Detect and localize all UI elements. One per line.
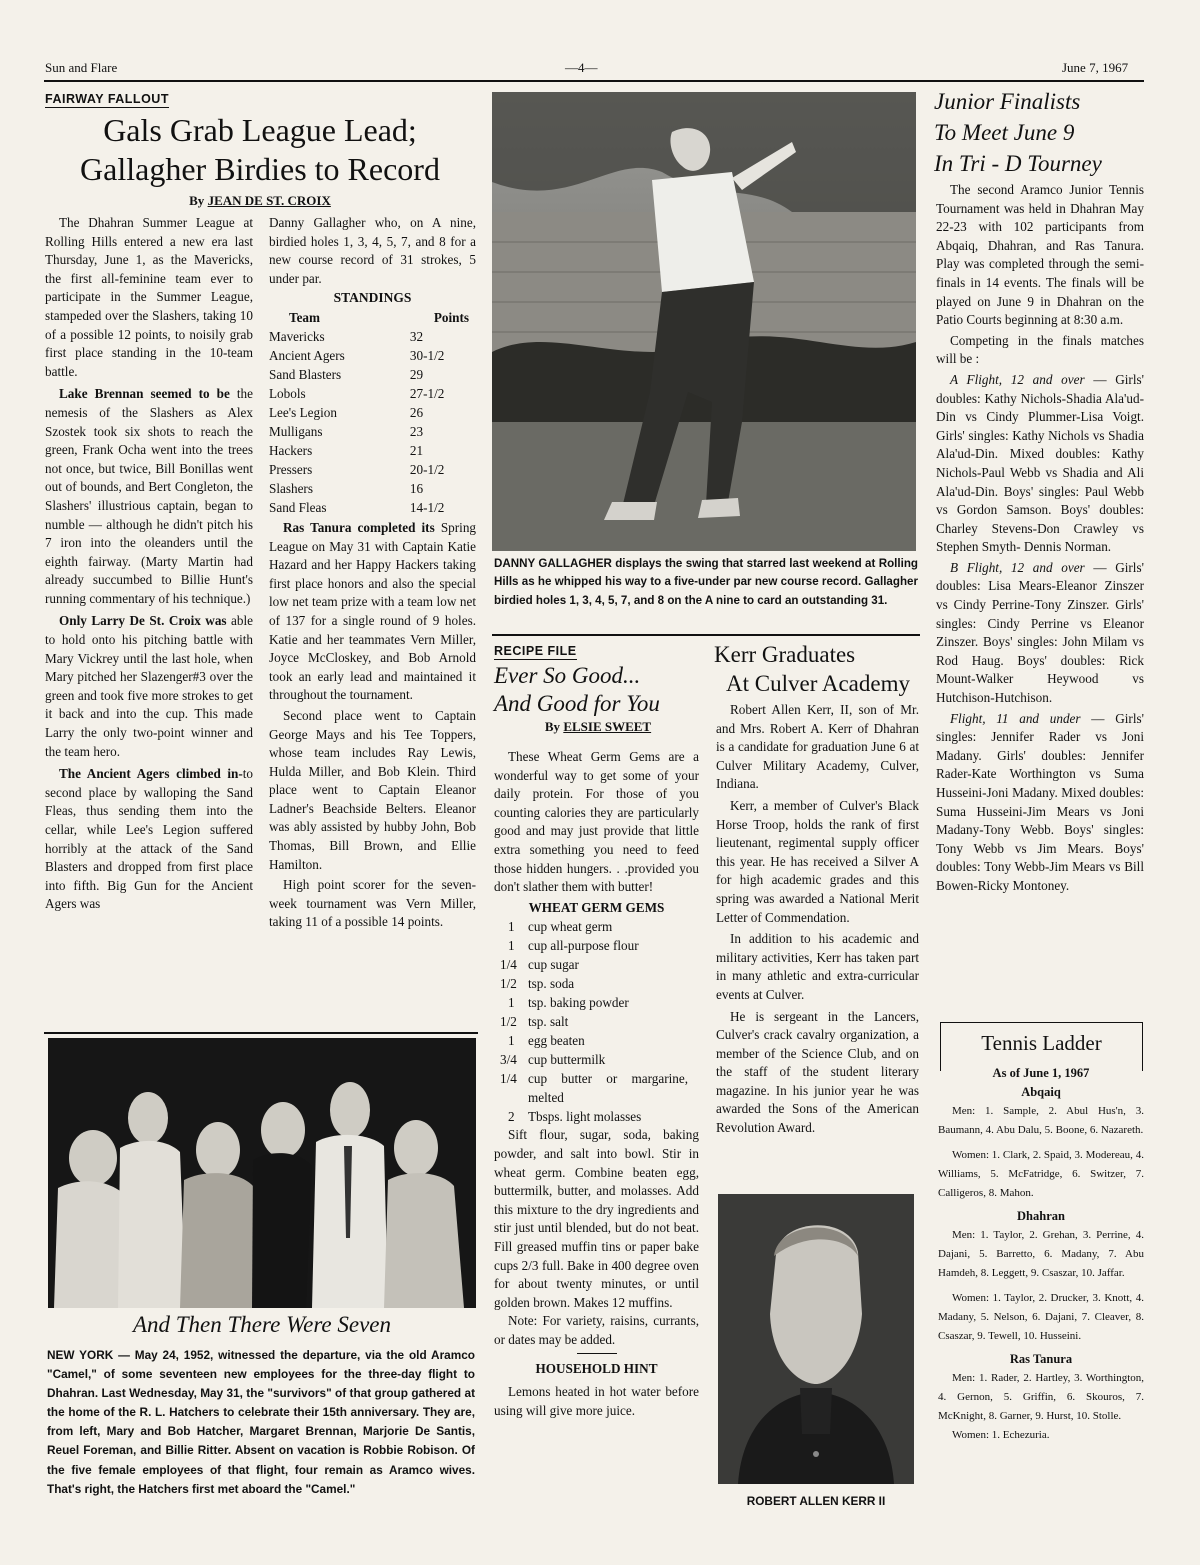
golf-para-body: the nemesis of the Slashers as Alex Szostek took six shots to reach the green, Frank Ocha went into the trees not once, but twice, Bill Bonillas went out of bounds, and Bert Congleton, the Slashers' illustrious captain, began to numble — although he didn't pitch his 7 iron into the oleanders until the eighth fairway. (Marty Martin had already succumbed to Billie Hunt's running commentary of his technique.) <box>45 386 253 606</box>
ingredient-item <box>508 1107 699 1126</box>
ingredient-item <box>508 1031 699 1050</box>
recipe-intro: These Wheat Germ Gems are a wonderful way to get some of your daily protein. For those of you counting calories they are particularly good and may just provide that little extra something you need to feed those hidden hungers. . .provided you don't slather them with butter! <box>494 749 699 895</box>
standings-header-points: Points <box>433 309 469 325</box>
kerr-headline <box>714 640 922 698</box>
golfer-caption-rule <box>492 634 920 636</box>
golfer-photo <box>492 92 916 551</box>
standings-row <box>269 498 469 517</box>
masthead-date: June 7, 1967 <box>1062 60 1129 75</box>
ladder-men: Men: 1. Taylor, 2. Grehan, 3. Perrine, 4. Dajani, 5. Barretto, 6. Madany, 7. Abu Hamdeh, 8. Leggett, 9. Csaszar, 10. Jaffar. <box>938 1229 1144 1279</box>
ingredient-name: egg beaten <box>528 1033 585 1049</box>
ladder-women: Women: 1. Echezuria. <box>952 1429 1050 1441</box>
ladder-men: Men: 1. Rader, 2. Hartley, 3. Worthington, 4. Gernon, 5. Griffin, 6. Skouros, 7. McKnight, 8. Garner, 9. Hurst, 10. Stolle. <box>938 1372 1144 1422</box>
ingredient-qty: 3/4 <box>500 1052 517 1068</box>
recipe-byline <box>494 719 702 735</box>
standings-row <box>269 384 469 403</box>
golf-para: Second place went to Captain George Mays and his Tee Toppers, whose team includes Ray Lewis, Hulda Miller, and Bob Klein. Third place went to Captain Eleanor Ladner's Beachside Belters. Eleanor was ably assisted by hubby John, Bob Thomas, Bill Brown, and Ellie Hamilton. <box>269 707 476 872</box>
junior-flight <box>936 559 1144 708</box>
kerr-body <box>716 701 919 1138</box>
standings-team: Hackers <box>269 442 313 458</box>
recipe-list-title: WHEAT GERM GEMS <box>528 899 665 915</box>
kerr-photo-caption: ROBERT ALLEN KERR II <box>746 1494 886 1508</box>
junior-flight-label: B Flight, 12 and over <box>950 559 1085 575</box>
ingredient-name: tsp. salt <box>528 1014 569 1030</box>
junior-headline-line3: In Tri - D Tourney <box>934 151 1102 176</box>
ingredient-item <box>508 936 699 955</box>
ingredient-name: Tbsps. light molasses <box>528 1109 642 1125</box>
golf-para-lead: Ras Tanura completed its <box>283 519 435 535</box>
ladder-section-abqaiq: Abqaiq <box>1021 1085 1061 1099</box>
ingredient-qty: 1/2 <box>500 1014 517 1030</box>
golf-byline <box>45 193 475 209</box>
standings-points: 23 <box>409 423 424 439</box>
ingredient-name: tsp. soda <box>528 976 575 992</box>
ingredient-name: cup buttermilk <box>528 1052 606 1068</box>
ladder-section-dhahran: Dhahran <box>1017 1209 1065 1223</box>
junior-headline <box>934 86 1144 179</box>
standings-team: Sand Blasters <box>269 366 342 382</box>
golf-byline-by: By <box>189 193 205 208</box>
junior-flight-text: — Girls' doubles: Lisa Mears-Eleanor Zinszer vs Cindy Perrine-Tony Zinszer. Girls' singles: Cindy Perrine vs Eleanor Zinszer. Boys' singles: John Milam vs Rod Haug. Boys' doubles: Rick Mount-Walker Heywood vs Hutchison-Hutchison. <box>936 559 1144 706</box>
standings-row <box>269 346 469 365</box>
standings-row <box>269 327 469 346</box>
ingredient-qty: 1 <box>508 919 515 935</box>
masthead-page: —4— <box>565 60 598 75</box>
junior-flight-text: — Girls' singles: Jennifer Rader vs Joni Madany. Girls' doubles: Jennifer Rader-Kate Worthington vs Suma Husseini-Joni Madany. Mixed doubles: Suma Husseini-Jim Mears vs Joni Madany-Tony Webb. Boys' singles: Tony Webb vs Jim Mears. Boys' doubles: Tony Webb-Jim Mears vs Bill Bowen-Ricky Montoney. <box>936 710 1144 893</box>
golfer-photo-image <box>492 92 916 551</box>
ingredient-item <box>500 955 699 974</box>
golf-para <box>269 519 476 705</box>
ingredient-qty: 1/4 <box>500 957 517 973</box>
ladder-title: Tennis Ladder <box>981 1031 1102 1055</box>
golf-para-lead: Lake Brennan seemed to be <box>59 386 230 402</box>
standings-title: STANDINGS <box>333 290 412 306</box>
junior-headline-line2: To Meet June 9 <box>934 120 1075 145</box>
ingredient-qty: 1/4 <box>500 1071 517 1087</box>
junior-headline-line1: Junior Finalists <box>934 89 1081 114</box>
ladder-body <box>938 1064 1144 1445</box>
kerr-para: Robert Allen Kerr, II, son of Mr. and Mrs. Robert A. Kerr of Dhahran is a candidate for graduation June 6 at Culver Military Academy, Culver, Indiana. <box>716 702 919 792</box>
golf-headline <box>45 111 475 189</box>
kerr-para: In addition to his academic and military activities, Kerr has taken part in many athletic and extra-curricular events at Culver. <box>716 931 919 1002</box>
standings-row <box>269 422 469 441</box>
ingredient-name: cup all-purpose flour <box>528 938 639 954</box>
ladder-section-ras-tanura: Ras Tanura <box>1009 1352 1073 1366</box>
standings-team: Sand Fleas <box>269 499 327 515</box>
standings-row <box>269 460 469 479</box>
golfer-photo-caption: DANNY GALLAGHER displays the swing that starred last weekend at Rolling Hills as he whipped his way to a five-under par new course record. Gallagher birdied holes 1, 3, 4, 5, 7, and 8 on the A nine to card an outstanding 31. <box>494 557 918 607</box>
seven-title: And Then There Were Seven <box>132 1312 392 1337</box>
junior-flight-label: A Flight, 12 and over <box>950 371 1085 387</box>
seven-photo-image <box>48 1038 476 1308</box>
ingredient-item <box>500 1069 699 1107</box>
golf-para <box>45 385 253 608</box>
ladder-men: Men: 1. Sample, 2. Abul Hus'n, 3. Baumann, 4. Abu Dalu, 5. Boone, 6. Nazareth. <box>938 1105 1144 1136</box>
golf-para <box>45 765 253 914</box>
ingredient-qty: 1 <box>508 1033 515 1049</box>
household-hint-text: Lemons heated in hot water before using will give more juice. <box>494 1384 699 1418</box>
golf-bottom-rule <box>44 1032 478 1034</box>
junior-flight <box>936 371 1144 557</box>
golf-column-1 <box>45 214 253 914</box>
recipe-byline-name: ELSIE SWEET <box>563 719 652 734</box>
golf-headline-line1: Gals Grab League Lead; <box>103 112 417 148</box>
standings-points: 32 <box>409 328 424 344</box>
ingredient-name: tsp. baking powder <box>528 995 629 1011</box>
ingredient-qty: 1 <box>508 995 515 1011</box>
standings-team: Lobols <box>269 385 306 401</box>
standings-header-team: Team <box>289 309 321 325</box>
kerr-headline-line1: Kerr Graduates <box>714 642 856 667</box>
golf-para <box>45 612 253 761</box>
standings-team: Lee's Legion <box>269 404 337 420</box>
junior-flight-label: Flight, 11 and under <box>950 710 1081 726</box>
junior-para: The second Aramco Junior Tennis Tournament was held in Dhahran May 22-23 with 102 participants from Abqaiq, Dhahran, and Ras Tanura. Play was completed through the semi-finals in 14 events. The finals will be played on June 9 in Dhahran on the Patio Courts beginning at 8:30 a.m. <box>936 182 1144 328</box>
golf-para: High point scorer for the seven-week tournament was Vern Miller, taking 11 of a possible 14 points. <box>269 877 476 930</box>
standings-team: Slashers <box>269 480 313 496</box>
standings-points: 27-1/2 <box>409 385 445 401</box>
ingredient-item <box>500 974 699 993</box>
standings-team: Pressers <box>269 461 313 477</box>
ingredient-qty: 1/2 <box>500 976 517 992</box>
seven-photo <box>48 1038 476 1308</box>
golf-byline-name: JEAN DE ST. CROIX <box>207 193 331 208</box>
golf-kicker: FAIRWAY FALLOUT <box>45 92 169 106</box>
junior-flight <box>936 710 1144 896</box>
recipe-byline-by: By <box>544 719 561 734</box>
kerr-para: He is sergeant in the Lancers, Culver's crack cavalry organization, a member of the Science Club, and on the staff of the student literary magazine. In his junior year he was awarded the Sons of the American Revolution Award. <box>716 1008 919 1136</box>
recipe-divider <box>577 1353 617 1354</box>
household-hint-title: HOUSEHOLD HINT <box>535 1361 658 1377</box>
junior-flight-text: — Girls' doubles: Kathy Nichols-Shadia Ala'ud-Din vs Cindy Plummer-Lisa Voigt. Girls' singles: Kathy Nichols vs Shadia Ala'ud-Din. Mixed doubles: Kathy Nichols-Paul Webb vs Shadia and Ali Ala'ud-Din. Boys' singles: Paul Webb vs Gordon Samson. Boys' doubles: Charley Stevens-Don Crawley vs Stephen Smyth- Dennis Norman. <box>936 371 1144 555</box>
recipe-kicker: RECIPE FILE <box>494 644 577 658</box>
recipe-headline-line2: And Good for You <box>494 691 660 716</box>
standings-team: Mavericks <box>269 328 325 344</box>
recipe-note: Note: For variety, raisins, currants, or dates may be added. <box>494 1313 699 1347</box>
ingredient-name: cup wheat germ <box>528 919 613 935</box>
kerr-photo <box>718 1194 914 1484</box>
golf-para: The Dhahran Summer League at Rolling Hills entered a new era last Thursday, June 1, as the Mavericks, the first all-feminine team ever to participate in the Summer League, stampeded over the Slashers, taking 10 of a possible 12 points, to noisily grab first place standing in the 10-team battle. <box>45 215 253 379</box>
ladder-women: Women: 1. Clark, 2. Spaid, 3. Modereau, 4. Williams, 5. McFatridge, 6. Switzer, 7. Calligeros, 8. Mahon. <box>938 1149 1144 1199</box>
seven-caption: NEW YORK — May 24, 1952, witnessed the departure, via the old Aramco "Camel," of some seventeen new employees for the three-day flight to Dhahran. Last Wednesday, May 31, the "survivors" of that group gathered at the home of the R. L. Hatchers to celebrate their 15th anniversary. They are, from left, Mary and Bob Hatcher, Margaret Brennan, Marjorie De Santis, Reuel Foreman, and Billie Ritter. Absent on vacation is Robbie Robison. Of the five female employees of that flight, four remain as Aramco wives. That's right, the Hatchers first met aboard the "Camel." <box>47 1348 475 1496</box>
ingredient-item <box>508 993 699 1012</box>
recipe-headline <box>494 662 704 718</box>
standings-row <box>269 479 469 498</box>
masthead-rule <box>44 80 1144 82</box>
ingredient-item <box>508 917 699 936</box>
standings-row <box>269 441 469 460</box>
recipe-body <box>494 748 699 1420</box>
standings-points: 30-1/2 <box>409 347 445 363</box>
ingredient-item <box>500 1012 699 1031</box>
kerr-para: Kerr, a member of Culver's Black Horse Troop, holds the rank of first lieutenant, regimental supply officer this year. He has received a Silver A for high academic grades and this spring was awarded a National Merit Letter of Commendation. <box>716 797 919 925</box>
junior-para: Competing in the finals matches will be : <box>936 332 1144 367</box>
recipe-method: Sift flour, sugar, soda, baking powder, and salt into bowl. Stir in wheat germ. Combine beaten egg, buttermilk, butter, and molasses. Add this mixture to the dry ingredients and stir just until blended, but do not beat. Fill greased muffin tins or paper bake cups 2/3 full. Bake in 400 degree oven for about twenty minutes, or until golden brown. Makes 12 muffins. <box>494 1127 699 1310</box>
recipe-headline-line1: Ever So Good... <box>494 663 641 688</box>
standings-row <box>269 403 469 422</box>
masthead-paper: Sun and Flare <box>45 60 118 75</box>
standings-points: 20-1/2 <box>409 461 445 477</box>
golf-headline-line2: Gallagher Birdies to Record <box>80 151 440 187</box>
golf-column-2 <box>269 214 476 932</box>
standings-points: 29 <box>409 366 424 382</box>
standings-row <box>269 365 469 384</box>
ingredient-qty: 1 <box>508 938 515 954</box>
standings-points: 16 <box>409 480 424 496</box>
standings-team: Mulligans <box>269 423 323 439</box>
ingredient-name: cup sugar <box>528 957 579 973</box>
standings-points: 14-1/2 <box>409 499 445 515</box>
golf-para-body: to second place by walloping the Sand Fleas, thus sending them into the cellar, while Lee's Legion suffered horribly at the attack of the Sand Blasters and dropped from first place into fifth. Big Gun for the Ancient Agers was <box>45 766 253 912</box>
ladder-asof: As of June 1, 1967 <box>992 1066 1090 1080</box>
ingredients-list <box>494 917 699 1126</box>
golf-para-lead: Only Larry De St. Croix was <box>59 613 227 629</box>
standings-table <box>269 308 469 517</box>
standings-points: 26 <box>409 404 424 420</box>
golf-para-body: able to hold onto his pitching battle with Mary Vickrey until the last hole, when Mary pitched her Slazenger#3 over the green and took five more strokes to get it back and into the cup. This made Larry the only two-point winner and the team hero. <box>45 613 254 759</box>
golf-para-body: Spring League on May 31 with Captain Katie Hazard and her Happy Hackers taking first place honors and also the special low net team prize with a team low net of 137 for a single round of 9 holes. Katie and her teammates Vern Miller, Joyce McCloskey, and Bob Arnold took an early lead and maintained it throughout the tournament. <box>269 519 477 703</box>
kerr-headline-line2: At Culver Academy <box>726 671 910 696</box>
golf-col2-intro: Danny Gallagher who, on A nine, birdied holes 1, 3, 4, 5, 7, and 8 for a new course record of 31 strokes, 5 under par. <box>269 215 476 286</box>
ingredient-name: cup butter or margarine, melted <box>528 1071 688 1106</box>
standings-team: Ancient Agers <box>269 347 345 363</box>
standings-points: 21 <box>409 442 424 458</box>
kerr-photo-image <box>718 1194 914 1484</box>
ladder-women: Women: 1. Taylor, 2. Drucker, 3. Knott, 4. Madany, 5. Nelson, 6. Dajani, 7. Cleaver, 8. Csaszar, 9. Tewell, 10. Husseini. <box>938 1292 1144 1342</box>
ingredient-qty: 2 <box>508 1109 515 1125</box>
ingredient-item <box>500 1050 699 1069</box>
golf-para-lead: The Ancient Agers climbed in- <box>59 766 243 782</box>
junior-body <box>936 181 1144 896</box>
